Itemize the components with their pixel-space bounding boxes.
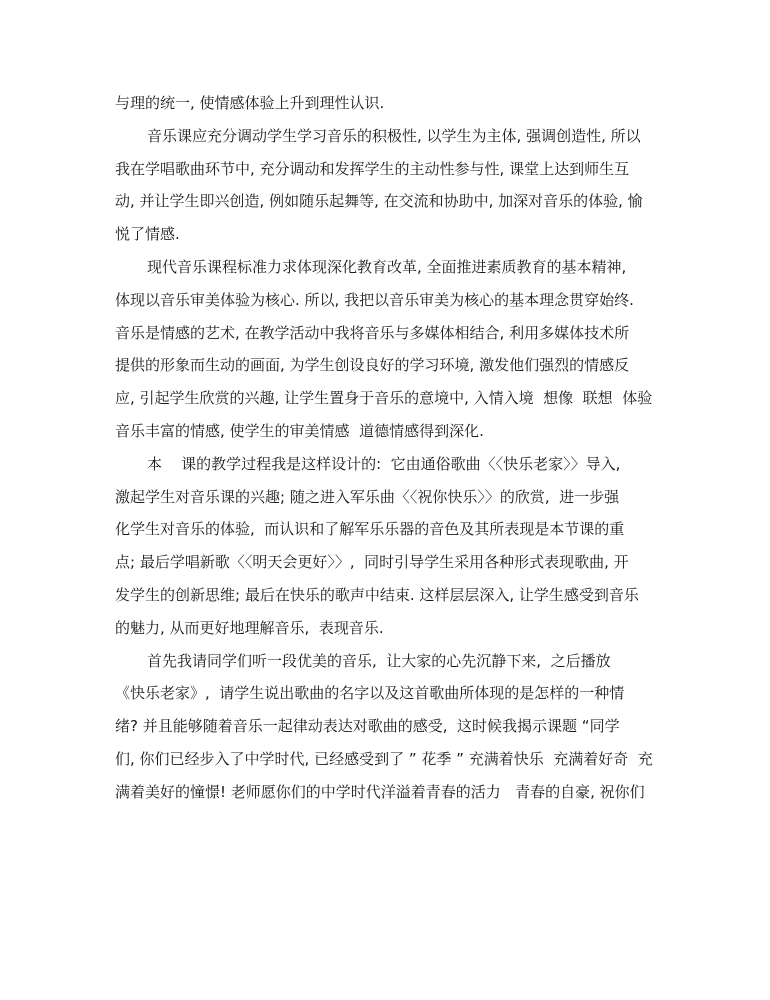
paragraph-start-line: 首先我请同学们听一段优美的音乐, 让大家的心先沉静下来, 之后播放 <box>147 651 611 670</box>
text-line: 《快乐老家》, 请学生说出歌曲的名字以及这首歌曲所体现的是怎样的一种情 <box>115 684 625 703</box>
text-line: 音乐丰富的情感, 使学生的审美情感 道德情感得到深化. <box>115 421 484 440</box>
text-line: 应, 引起学生欣赏的兴趣, 让学生置身于音乐的意境中, 入情入境 想像 联想 体验 <box>115 389 653 408</box>
text-line: 音乐是情感的艺术, 在教学活动中我将音乐与多媒体相结合, 利用多媒体技术所 <box>115 323 630 342</box>
text-line: 的魅力, 从而更好地理解音乐, 表现音乐. <box>115 618 384 637</box>
text-line: 激起学生对音乐课的兴趣; 随之进入军乐曲〈〈祝你快乐〉〉的欣赏, 进一步强 <box>115 487 620 506</box>
text-line: 点; 最后学唱新歌〈〈明天会更好〉〉, 同时引导学生采用各种形式表现歌曲, 开 <box>115 553 629 572</box>
paragraph-start-line: 现代音乐课程标准力求体现深化教育改革, 全面推进素质教育的基本精神, <box>147 257 627 276</box>
text-line: 满着美好的憧憬! 老师愿你们的中学时代洋溢着青春的活力 青春的自豪, 祝你们 <box>115 782 645 801</box>
text-line: 体现以音乐审美体验为核心. 所以, 我把以音乐审美为核心的基本理念贯穿始终. <box>115 290 634 309</box>
text-line: 化学生对音乐的体验, 而认识和了解军乐乐器的音色及其所表现是本节课的重 <box>115 520 625 539</box>
document-body <box>115 87 660 809</box>
text-line: 动, 并让学生即兴创造, 例如随乐起舞等, 在交流和协助中, 加深对音乐的体验, 愉 <box>115 192 643 211</box>
text-line: 悦了情感. <box>115 225 180 244</box>
text-line: 与理的统一, 使情感体验上升到理性认识. <box>115 94 385 112</box>
text-line: 提供的形象而生动的画面, 为学生创设良好的学习环境, 激发他们强烈的情感反 <box>115 356 630 375</box>
text-line: 发学生的创新思维; 最后在快乐的歌声中结束. 这样层层深入, 让学生感受到音乐 <box>115 585 639 604</box>
text-line: 我在学唱歌曲环节中, 充分调动和发挥学生的主动性参与性, 课堂上达到师生互 <box>115 159 630 178</box>
text-line: 们, 你们已经步入了中学时代, 已经感受到了 ” 花季 ” 充满着快乐 充满着好奇 充 <box>115 749 653 768</box>
paragraph-start-line: 音乐课应充分调动学生学习音乐的积极性, 以学生为主体, 强调创造性, 所以 <box>147 126 641 145</box>
paragraph-start-line: 本 课的教学过程我是这样设计的: 它由通俗歌曲〈〈快乐老家〉〉导入, <box>147 454 621 473</box>
text-line: 绪? 并且能够随着音乐一起律动表达对歌曲的感受, 这时候我揭示课题 “同学 <box>115 717 620 736</box>
